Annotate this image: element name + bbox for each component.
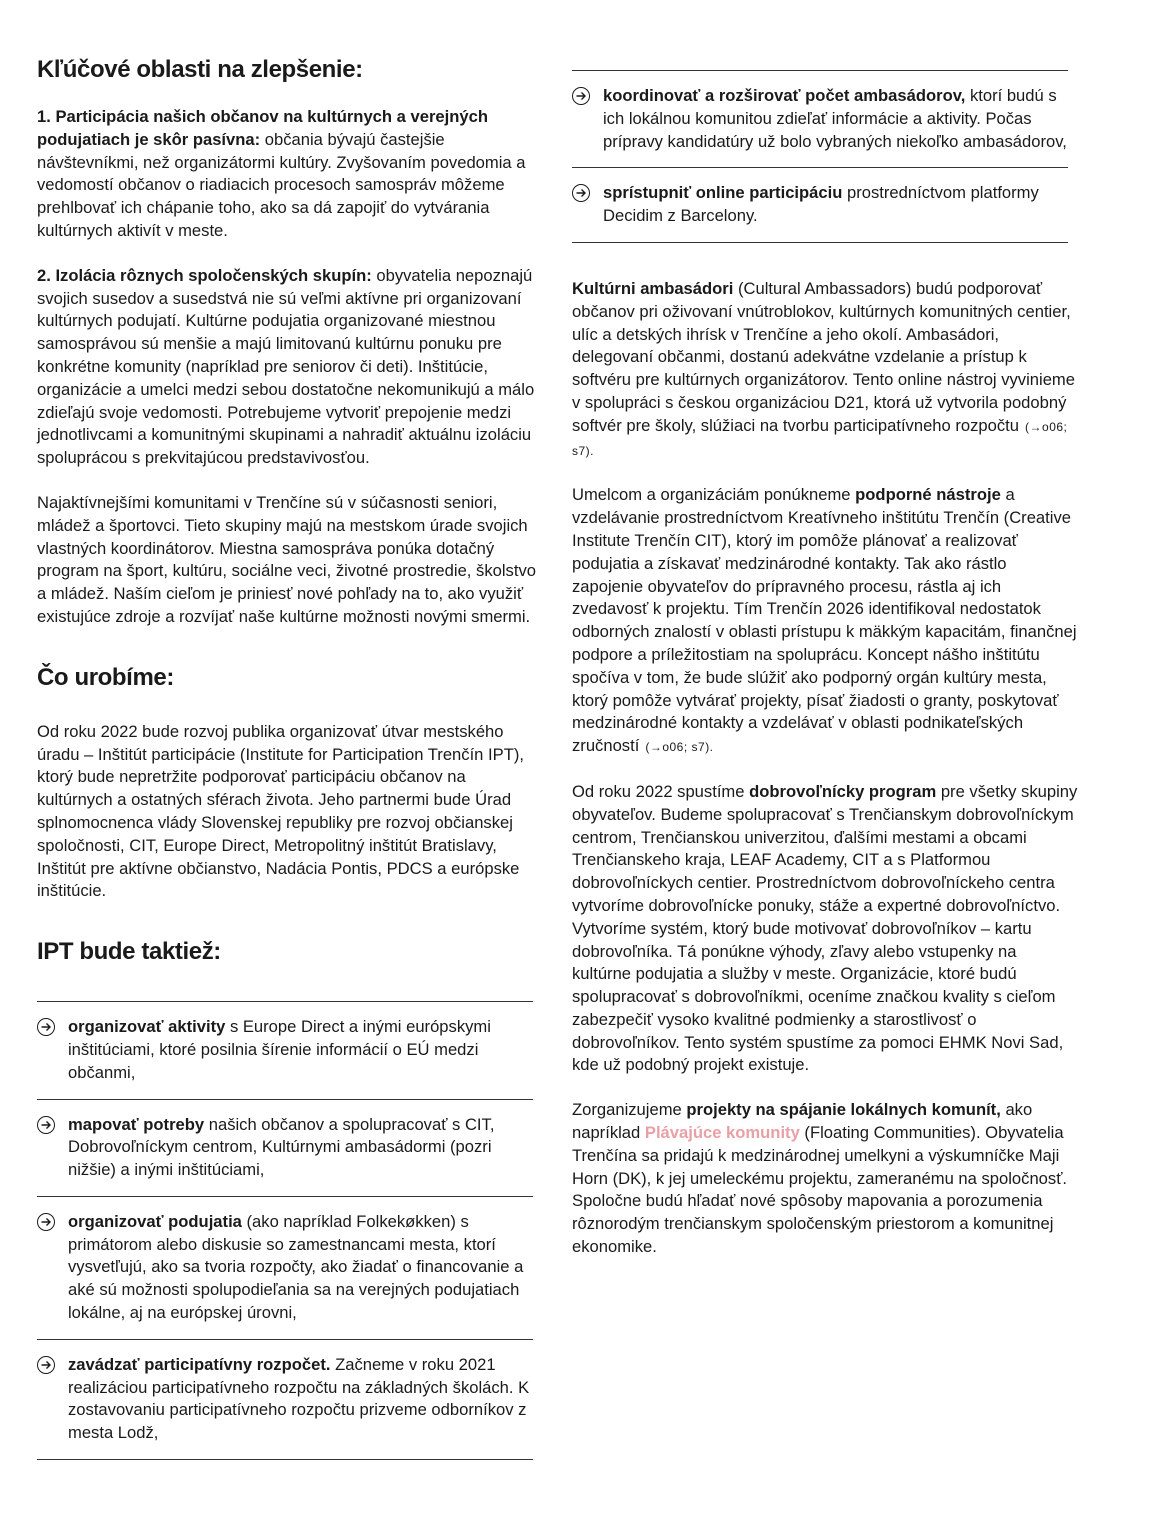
projects-mid: ako napríklad	[572, 1100, 1033, 1143]
right-column	[572, 0, 1080, 1259]
paragraph-point-2	[37, 265, 545, 470]
list-item	[572, 168, 1068, 243]
volunteer-bold: dobrovoľnícky program	[749, 781, 937, 801]
ambassadors-text: (Cultural Ambassadors) budú podporovať občanov pri oživovaní vnútroblokov, kultúrnych komunitných centier, ulíc a detských ihrísk v Trenčíne a jeho okolí. Ambasádori, delegovaní občanmi, dostanú adekvátne vzdelanie a prístup k softvéru pre kultúrnych organizátorov. Tento online nástroj vyvinieme v spolupráci s českou organizáciou D21, ktorá už vytvorila podobný softvér pre školy, slúžiaci na tvorbu participatívneho rozpočtu	[572, 278, 1075, 435]
arrow-right-circle-icon	[572, 87, 590, 105]
arrow-right-circle-icon	[37, 1213, 55, 1231]
bullet-text: s Europe Direct a inými európskymi inštitúciami, ktoré posilnia šírenie informácií o EÚ medzi občanmi,	[68, 1017, 491, 1082]
point-1-text: občania bývajú častejšie návštevníkmi, než organizátormi kultúry. Zvyšovaním povedomia a vedomostí občanov o riadiacich procesoch samospráv môžeme prehlbovať ich chápanie toho, ako sa dá zapojiť do vytvárania kultúrnych aktivít v meste.	[37, 129, 526, 240]
list-item	[572, 71, 1068, 168]
list-item	[37, 1340, 533, 1460]
arrow-right-circle-icon	[37, 1116, 55, 1134]
paragraph-cultural-ambassadors	[572, 278, 1080, 462]
cross-reference: (→o06; s7).	[572, 419, 1068, 458]
volunteer-text: pre všetky skupiny obyvateľov. Budeme spolupracovať s Trenčianskym dobrovoľníckym centrom, Trenčianskou univerzitou, ďalšími mestami a obcami Trenčianskeho kraja, LEAF Academy, CIT a s Platformou dobrovoľníckych centier. Prostredníctvom dobrovoľníckeho centra vytvoríme dobrovoľnícke ponuky, stáže a expertné dobrovoľníctvo. Vytvoríme systém, ktorý bude motivovať dobrovoľníkov – kartu dobrovoľníka. Tá ponúkne výhody, zľavy alebo vstupenky na kultúrne podujatia a služby v meste. Organizácie, ktoré budú spolupracovať s dobrovoľníkmi, oceníme značkou kvality s cieľom zabezpečiť vysoko kvalitné podmienky a starostlivosť o dobrovoľníkov. Tento systém spustíme za pomoci EHMK Novi Sad, kde už podobný projekt existuje.	[572, 781, 1078, 1075]
projects-bold: projekty na spájanie lokálnych komunít,	[686, 1100, 1001, 1120]
bullet-bold: organizovať aktivity	[68, 1017, 226, 1037]
floating-communities-link[interactable]: Plávajúce komunity	[644, 1123, 800, 1143]
paragraph-point-1	[37, 106, 545, 243]
arrow-right-circle-icon	[37, 1018, 55, 1036]
point-2-text: obyvatelia nepoznajú svojich susedov a susedstvá nie sú veľmi aktívne pri organizovaní kultúrnych podujatí. Kultúrne podujatia organizované miestnou samosprávou sú menšie a majú limitovanú kultúrnu ponuku pre konkrétne komunity (napríklad pre seniorov či deti). Inštitúcie, organizácie a umelci medzi sebou dostatočne nekomunikujú a málo zdieľajú svoje vedomosti. Potrebujeme vytvoriť prepojenie medzi jednotlivcami a komunitnými skupinami a nahradiť aktuálnu izoláciu spoluprácou s prekvitajúcou predstavivosťou.	[37, 265, 535, 468]
paragraph-communities: Najaktívnejšími komunitami v Trenčíne sú v súčasnosti seniori, mládež a športovci. Tieto skupiny majú na mestskom úrade svojich vlastných koordinátorov. Miestna samospráva ponúka dotačný program na šport, kultúru, sociálne veci, životné prostredie, školstvo a mládež. Naším cieľom je priniesť nové pohľady na to, ako využiť existujúce zdroje a rozvíjať naše kultúrne možnosti novými smermi.	[37, 492, 536, 626]
left-column	[37, 0, 545, 1460]
support-bold: podporné nástroje	[855, 485, 1001, 505]
projects-pre: Zorganizujeme	[572, 1100, 687, 1120]
bullet-bold: mapovať potreby	[68, 1114, 205, 1134]
point-2-bold: 2. Izolácia rôznych spoločenských skupín:	[37, 265, 372, 285]
bullet-text: prostredníctvom platformy Decidim z Barcelony.	[603, 183, 1039, 226]
paragraph-ipt: Od roku 2022 bude rozvoj publika organizovať útvar mestského úradu – Inštitút participácie (Institute for Participation Trenčín IPT), ktorý bude nepretržite podporovať participáciu občanov na kultúrnych a ostatných sférach života. Jeho partnermi bude Úrad splnomocnenca vlády Slovenskej republiky pre rozvoj občianskej spoločnosti, CIT, Europe Direct, Metropolitný inštitút Bratislavy, Inštitút pre aktívne občianstvo, Nadácia Pontis, PDCS a európske inštitúcie.	[37, 721, 524, 901]
heading-what-we-do: Čo urobíme:	[37, 663, 174, 691]
ambassadors-bold: Kultúrni ambasádori	[572, 278, 734, 298]
heading-ipt-also: IPT bude taktiež:	[37, 938, 221, 966]
bullet-bold: organizovať podujatia	[68, 1211, 242, 1231]
ipt-bullet-list	[37, 1001, 533, 1460]
bullet-bold: zavádzať participatívny rozpočet.	[68, 1354, 331, 1374]
bullet-text: Začneme v roku 2021 realizáciou participatívneho rozpočtu na základných školách. K zostavovaniu participatívneho rozpočtu prizveme odborníkov z mesta Lodž,	[68, 1354, 530, 1443]
arrow-right-circle-icon	[37, 1356, 55, 1374]
list-item	[37, 1002, 533, 1099]
paragraph-community-projects	[572, 1099, 1080, 1259]
list-item	[37, 1197, 533, 1340]
volunteer-pre: Od roku 2022 spustíme	[572, 781, 750, 801]
bullet-bold: sprístupniť online participáciu	[603, 183, 843, 203]
point-1-bold: 1. Participácia našich občanov na kultúrnych a verejných podujatiach je skôr pasívna:	[37, 107, 488, 149]
support-pre: Umelcom a organizáciám ponúkneme	[572, 485, 856, 505]
heading-key-areas: Kľúčové oblasti na zlepšenie:	[37, 56, 363, 83]
bullet-text: ktorí budú s ich lokálnou komunitou zdieľať informácie a aktivity. Počas prípravy kandidatúry už bolo vybraných niekoľko ambasádorov,	[603, 86, 1067, 151]
ipt-bullet-list-continued	[572, 70, 1068, 243]
cross-reference: (→o06; s7).	[645, 740, 714, 755]
bullet-text: našich občanov a spolupracovať s CIT, Dobrovoľníckym centrom, Kultúrnymi ambasádormi (pozri nižšie) a inými inštitúciami,	[68, 1114, 495, 1180]
support-text: a vzdelávanie prostredníctvom Kreatívneho inštitútu Trenčín (Creative Institute Trenčín CIT), ktorý im pomôže plánovať a realizovať podujatia a získavať medzinárodné kontakty. Tak ako rástlo zapojenie obyvateľov do prípravného procesu, rástla aj ich zvedavosť k projektu. Tím Trenčín 2026 identifikoval nedostatok odborných znalostí v oblasti prístupu k mäkkým kapacitám, finančnej podpore a príležitostiam na spoluprácu. Koncept nášho inštitútu spočíva v tom, že bude slúžiť ako podporný orgán kultúry mesta, ktorý pomôže vytvárať projekty, písať žiadosti o granty, poskytovať medzinárodné kontakty a vzdelávať v oblasti podnikateľských zručností	[572, 485, 1077, 756]
paragraph-support-tools	[572, 484, 1080, 759]
list-item	[37, 1100, 533, 1197]
arrow-right-circle-icon	[572, 184, 590, 202]
bullet-text: (ako napríklad Folkekøkken) s primátorom alebo diskusie so zamestnancami mesta, ktorí vysvetľujú, ako sa tvoria rozpočty, ako žiadať o financovanie a aké sú možnosti spolupodieľania sa na verejných podujatiach lokálne, aj na európskej úrovni,	[68, 1211, 524, 1323]
bullet-bold: koordinovať a rozširovať počet ambasádorov,	[603, 86, 966, 105]
projects-text: (Floating Communities). Obyvatelia Trenčína sa pridajú k medzinárodnej umelkyni a výskumníčke Maji Horn (DK), k jej umeleckému projektu, zameranému na spoločnosť. Spoločne budú hľadať nové spôsoby mapovania a porozumenia rôznorodým trenčianskym spoločenským priestorom a komunitnej ekonomike.	[572, 1123, 1068, 1257]
paragraph-volunteer-program	[572, 781, 1080, 1077]
